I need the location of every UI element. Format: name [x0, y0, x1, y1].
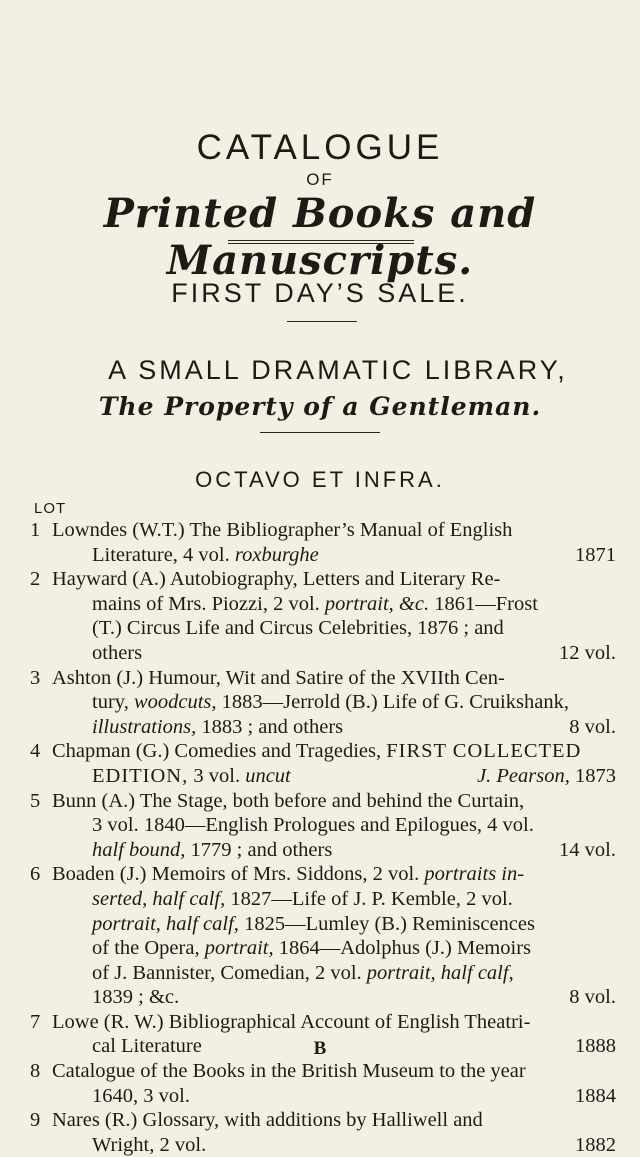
entry-text-roman: of J. Bannister, Comedian, 2 vol. [92, 961, 362, 984]
entry-text-roman: 1864—Adolphus (J.) Memoirs [278, 937, 532, 960]
entry-date [575, 1084, 616, 1109]
entry-text-italic: woodcuts, [133, 691, 217, 714]
entry-text-roman: 1779 ; and others [190, 838, 333, 861]
entry-line [0, 961, 640, 986]
entry-year: 12 vol. [559, 641, 616, 664]
entry-line [0, 616, 640, 641]
entry-date [575, 1133, 616, 1157]
entry-text [52, 1010, 530, 1035]
entry-text-roman: Boaden (J.) Memoirs of Mrs. Siddons, 2 vol. [52, 863, 420, 886]
entry-line [0, 1133, 640, 1157]
entry-text [92, 641, 142, 666]
entry-date [569, 985, 616, 1010]
section-rule [260, 432, 380, 433]
entry-text-roman: 1883 ; and others [201, 715, 344, 738]
entry-text [92, 912, 535, 937]
entry-line [0, 518, 640, 543]
entry-year: 1888 [575, 1035, 616, 1058]
short-rule [287, 321, 357, 322]
lot-number: 6 [30, 863, 41, 886]
entry-text-italic: illustrations, [92, 715, 197, 738]
entry-date [559, 641, 616, 666]
entry-text-roman: mains of Mrs. Piozzi, 2 vol. [92, 592, 320, 615]
lot-entry [0, 567, 640, 665]
lot-entry [0, 739, 640, 788]
entry-text-roman: Chapman (G.) Comedies and Tragedies, [52, 740, 382, 763]
entry-line [0, 789, 640, 814]
entry-text [92, 616, 504, 641]
entry-line [0, 715, 640, 740]
entry-line [0, 641, 640, 666]
entry-text-italic: portrait, half calf, [92, 912, 239, 935]
entry-text-italic: portrait, half calf, [366, 961, 514, 984]
entry-year: 1882 [575, 1133, 616, 1156]
entry-text-roman: Wright, 2 vol. [92, 1133, 207, 1156]
entry-text-italic: roxburghe [234, 543, 319, 566]
entry-year: 8 vol. [569, 715, 616, 738]
entry-text-roman: 3 vol. [193, 764, 241, 787]
entry-text [92, 1133, 206, 1157]
entry-text [92, 838, 332, 863]
entry-text [92, 592, 538, 617]
entry-text [52, 789, 524, 814]
lot-entry [0, 1059, 640, 1108]
entry-line [0, 690, 640, 715]
entry-text-italic: portrait, [204, 937, 274, 960]
entry-text-roman: Catalogue of the Books in the British Museum to the year [52, 1060, 526, 1083]
entry-text [92, 813, 534, 838]
entry-year: 14 vol. [559, 838, 616, 861]
entry-line [0, 813, 640, 838]
entry-text [92, 961, 514, 986]
lot-entry [0, 862, 640, 1010]
entry-year: 1884 [575, 1084, 616, 1107]
entry-text [92, 764, 291, 789]
entry-text-italic: serted, half calf, [92, 887, 226, 910]
of-heading: OF [306, 170, 334, 189]
entry-text [52, 666, 505, 691]
entry-text-roman: of the Opera, [92, 937, 200, 960]
entry-line [0, 838, 640, 863]
entry-line [0, 1059, 640, 1084]
lot-list [0, 518, 640, 1157]
entry-text-roman: Ashton (J.) Humour, Wit and Satire of the XVIIth Cen- [52, 666, 505, 689]
entry-date [477, 764, 616, 789]
entry-text [92, 543, 319, 568]
lot-column-label: LOT [34, 500, 67, 517]
entry-line [0, 985, 640, 1010]
lot-entry [0, 789, 640, 863]
entry-text-italic: half bound, [92, 838, 186, 861]
entry-text-roman: 3 vol. 1840—English Prologues and Epilogues, 4 vol. [92, 814, 534, 837]
entry-date [559, 838, 616, 863]
lot-number: 3 [30, 666, 41, 689]
entry-text [52, 518, 512, 543]
lot-entry [0, 1108, 640, 1157]
entry-text-italic: portraits in- [424, 863, 525, 886]
library-heading: A SMALL DRAMATIC LIBRARY, [108, 355, 568, 385]
entry-line [0, 1010, 640, 1035]
printed-books-heading: Printed Books and Manuscripts. [103, 190, 537, 284]
entry-text-smallcaps: FIRST COLLECTED [386, 740, 582, 763]
entry-text-italic: uncut [245, 764, 291, 787]
entry-text-roman: (T.) Circus Life and Circus Celebrities, 1876 ; and [92, 617, 504, 640]
signature-mark: B [313, 1038, 327, 1059]
entry-line [0, 666, 640, 691]
entry-line [0, 543, 640, 568]
lot-entry [0, 518, 640, 567]
lot-entry [0, 666, 640, 740]
entry-text [92, 936, 531, 961]
entry-line [0, 887, 640, 912]
catalogue-heading: CATALOGUE [196, 128, 444, 167]
lot-number: 4 [30, 740, 41, 763]
entry-year: 1873 [575, 764, 616, 787]
entry-text-roman: 1825—Lumley (B.) Reminiscences [244, 912, 535, 935]
entry-text [92, 715, 343, 740]
entry-text-roman: 1839 ; &c. [92, 986, 180, 1009]
entry-text-italic: portrait, &c. [324, 592, 430, 615]
entry-text-roman: Nares (R.) Glossary, with additions by Halliwell and [52, 1109, 483, 1132]
entry-text-roman: cal Literature [92, 1035, 202, 1058]
entry-text [52, 739, 581, 764]
entry-line [0, 936, 640, 961]
entry-text-roman: 1861—Frost [434, 592, 538, 615]
entry-text-roman: others [92, 641, 143, 664]
entry-line [0, 567, 640, 592]
property-heading: The Property of a Gentleman. [98, 392, 542, 421]
entry-text-roman: Hayward (A.) Autobiography, Letters and Literary Re- [52, 568, 501, 591]
entry-line [0, 592, 640, 617]
entry-text [52, 1059, 526, 1084]
entry-date [575, 543, 616, 568]
entry-line [0, 1084, 640, 1109]
entry-line [0, 912, 640, 937]
entry-text [52, 1108, 483, 1133]
entry-text [52, 862, 524, 887]
entry-date [569, 715, 616, 740]
lot-number: 8 [30, 1060, 41, 1083]
lot-number: 1 [30, 519, 41, 541]
entry-text-roman: Lowe (R. W.) Bibliographical Account of English Theatri- [52, 1010, 531, 1033]
entry-text-roman: Lowndes (W.T.) The Bibliographer’s Manual of English [52, 519, 513, 541]
lot-number: 7 [30, 1010, 41, 1033]
lot-number: 2 [30, 568, 41, 591]
lot-number: 5 [30, 789, 41, 812]
publisher-name: J. Pearson, [477, 764, 570, 787]
entry-line [0, 862, 640, 887]
entry-text-roman: 1640, 3 vol. [92, 1084, 190, 1107]
entry-text [92, 690, 569, 715]
entry-year: 8 vol. [569, 986, 616, 1009]
entry-text [92, 985, 179, 1010]
entry-text-roman: 1827—Life of J. P. Kemble, 2 vol. [230, 887, 513, 910]
entry-text-roman: Literature, 4 vol. [92, 543, 230, 566]
entry-text [52, 567, 500, 592]
entry-text [92, 887, 513, 912]
octavo-heading: OCTAVO ET INFRA. [195, 467, 445, 492]
double-rule [228, 240, 414, 244]
entry-text-smallcaps: EDITION, [92, 764, 189, 787]
entry-text [92, 1084, 190, 1109]
entry-line [0, 1108, 640, 1133]
entry-line [0, 764, 640, 789]
entry-text-roman: tury, [92, 691, 129, 714]
entry-line [0, 739, 640, 764]
entry-text-roman: Bunn (A.) The Stage, both before and behind the Curtain, [52, 789, 525, 812]
entry-text-roman: 1883—Jerrold (B.) Life of G. Cruikshank, [221, 691, 569, 714]
lot-number: 9 [30, 1109, 41, 1132]
first-day-sale-heading: FIRST DAY’S SALE. [171, 278, 469, 308]
entry-year: 1871 [575, 543, 616, 566]
